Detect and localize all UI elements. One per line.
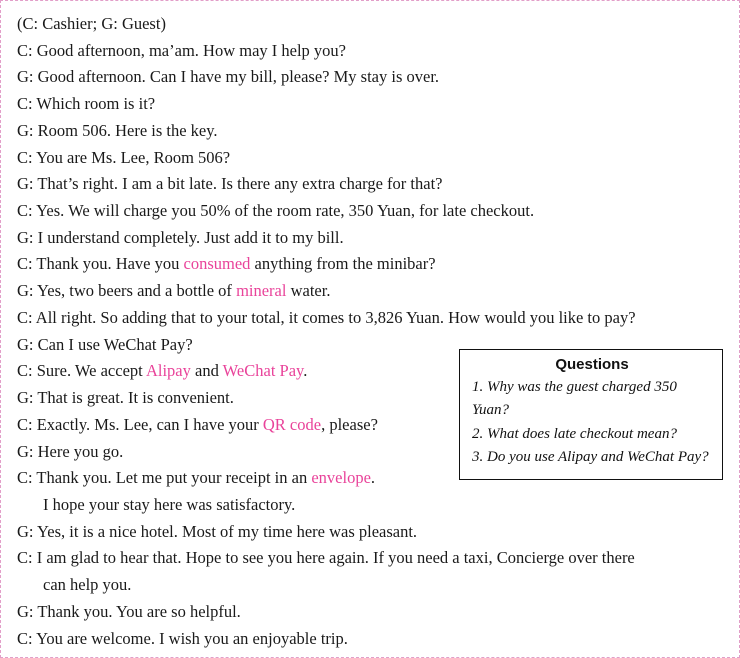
dialogue-line: C: All right. So adding that to your total, it comes to 3,826 Yuan. How would you like to pay?	[17, 307, 636, 327]
dialogue-text-part: water.	[286, 281, 331, 301]
dialogue-line: G: Room 506. Here is the key.	[17, 120, 218, 140]
vocab-highlight: consumed	[183, 254, 251, 274]
dialogue-text	[17, 11, 725, 652]
dialogue-line: I hope your stay here was satisfactory.	[43, 494, 296, 514]
dialogue-text-part: , please?	[321, 414, 378, 434]
dialogue-text-part: .	[303, 361, 308, 381]
dialogue-text-part: anything from the minibar?	[250, 254, 436, 274]
question-item: 2. What does late checkout mean?	[472, 425, 677, 442]
dialogue-line: C: Good afternoon, ma’am. How may I help you?	[17, 40, 347, 60]
dialogue-text-part: C: Thank you. Let me put your receipt in an	[17, 468, 312, 488]
dialogue-text-part: G: Yes, two beers and a bottle of	[17, 281, 237, 301]
question-item: 1. Why was the guest charged 350 Yuan?	[472, 379, 681, 419]
dialogue-line: can help you.	[43, 575, 132, 595]
dialogue-line	[17, 251, 725, 278]
dialogue-line: G: Good afternoon. Can I have my bill, please? My stay is over.	[17, 67, 440, 87]
vocab-highlight: WeChat Pay	[222, 361, 304, 381]
dialogue-line: C: Yes. We will charge you 50% of the room rate, 350 Yuan, for late checkout.	[17, 201, 535, 221]
dialogue-text-part: C: Exactly. Ms. Lee, can I have your	[17, 414, 263, 434]
vocab-highlight: envelope	[311, 468, 371, 488]
dialogue-line: C: Which room is it?	[17, 94, 156, 114]
dialogue-line: C: You are Ms. Lee, Room 506?	[17, 147, 231, 167]
dialogue-line	[17, 278, 725, 305]
vocab-highlight: Alipay	[145, 361, 191, 381]
dialogue-line: G: Here you go.	[17, 441, 124, 461]
question-item: 3. Do you use Alipay and WeChat Pay?	[472, 448, 709, 465]
dialogue-text-part: C: Sure. We accept	[17, 361, 146, 381]
vocab-highlight: QR code	[262, 414, 322, 434]
dialogue-line: G: Yes, it is a nice hotel. Most of my time here was pleasant.	[17, 521, 418, 541]
dialogue-line: G: That is great. It is convenient.	[17, 388, 234, 408]
vocab-highlight: mineral	[236, 281, 287, 301]
dialogue-line: G: Can I use WeChat Pay?	[17, 334, 193, 354]
dialogue-text-part: and	[190, 361, 223, 381]
questions-title: Questions	[555, 356, 629, 373]
dialogue-line: C: You are welcome. I wish you an enjoyable trip.	[17, 628, 348, 648]
speaker-key: (C: Cashier; G: Guest)	[17, 14, 166, 33]
dialogue-line: C: I am glad to hear that. Hope to see you here again. If you need a taxi, Concierge over there	[17, 548, 635, 568]
dialogue-text-part: C: Thank you. Have you	[17, 254, 184, 274]
dialogue-line: G: I understand completely. Just add it to my bill.	[17, 227, 344, 247]
dialogue-text-part: .	[370, 468, 376, 488]
questions-box	[459, 349, 723, 480]
dialogue-line: G: Thank you. You are so helpful.	[17, 601, 241, 621]
dialogue-line: G: That’s right. I am a bit late. Is there any extra charge for that?	[17, 174, 443, 194]
